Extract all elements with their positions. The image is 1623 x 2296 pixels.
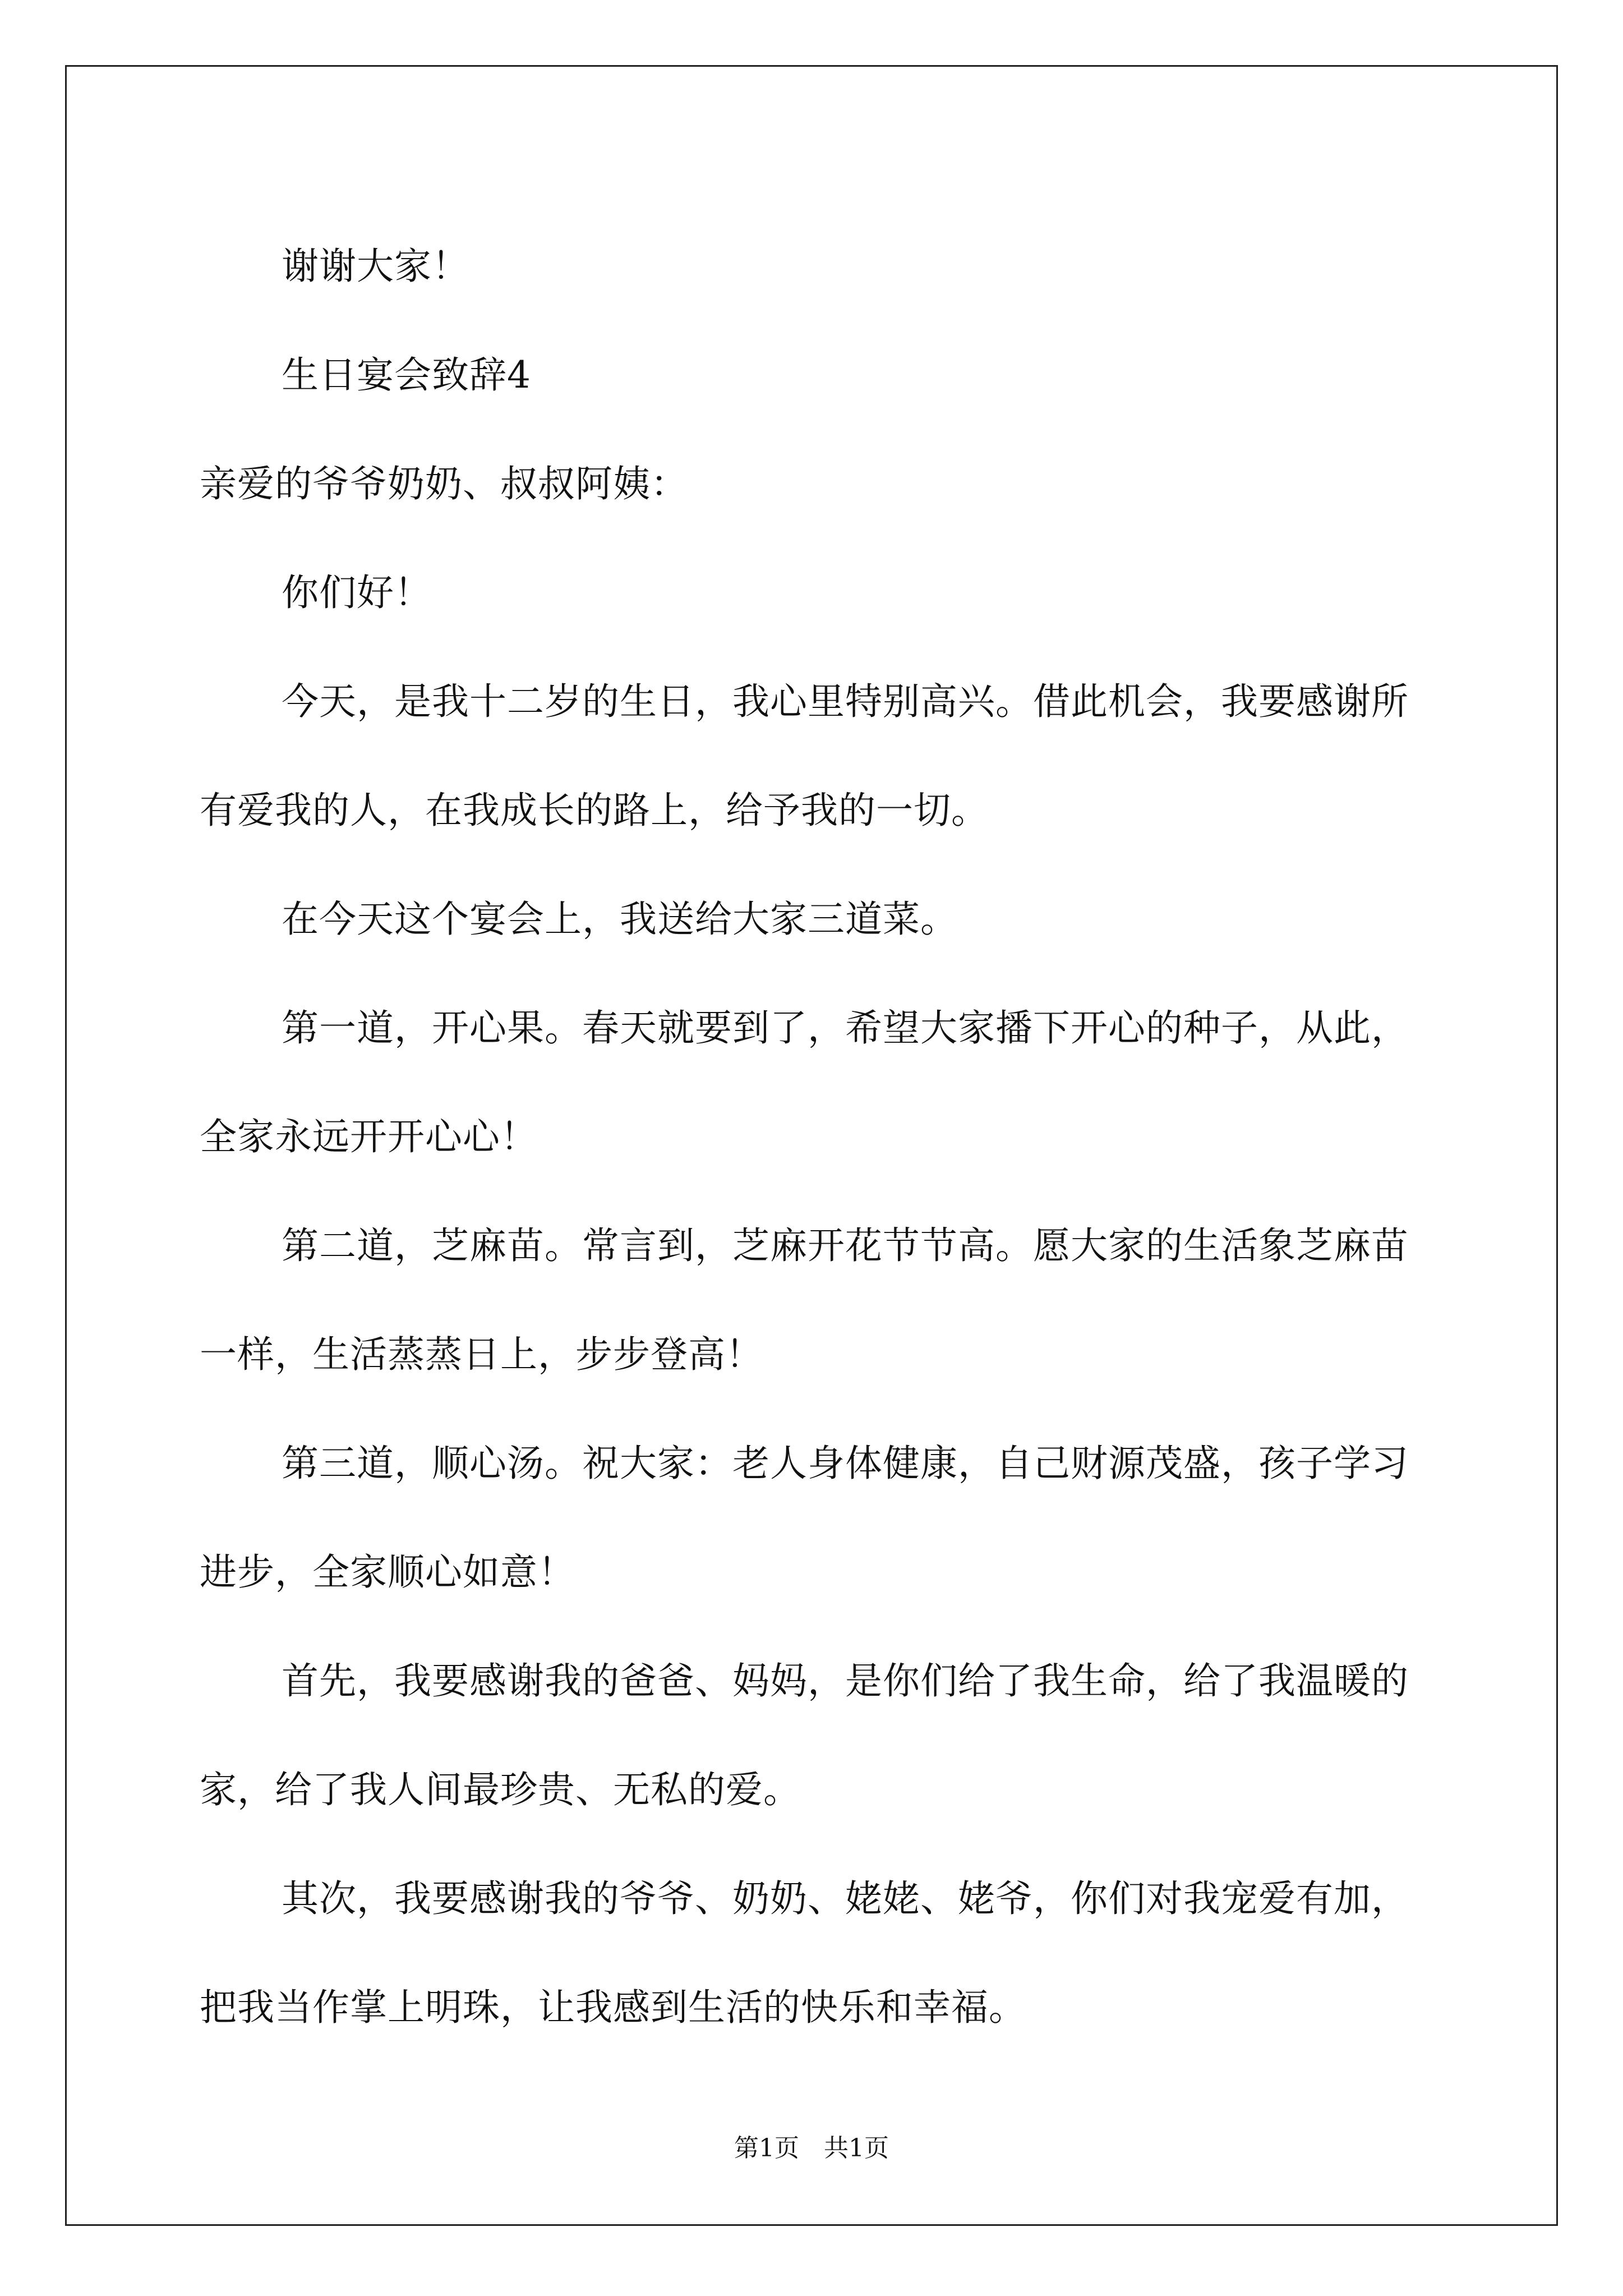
section-title: 生日宴会致辞4 (282, 353, 531, 397)
paragraph-thanks: 谢谢大家！ (282, 245, 469, 288)
salutation: 亲爱的爷爷奶奶、叔叔阿姨： (200, 462, 688, 505)
document-body (200, 212, 1428, 2062)
paragraph-dish-two: 第二道，芝麻苗。常言到，芝麻开花节节高。愿大家的生活象芝麻苗一样，生活蒸蒸日上，步步登高！ (200, 1224, 1409, 1376)
page-footer (0, 2132, 1623, 2165)
page-total: 共1页 (824, 2134, 889, 2162)
greeting: 你们好！ (282, 571, 432, 614)
paragraph-dish-three: 第三道，顺心汤。祝大家：老人身体健康，自己财源茂盛，孩子学习进步，全家顺心如意！ (200, 1442, 1409, 1594)
paragraph-thank-parents: 首先，我要感谢我的爸爸、妈妈，是你们给了我生命，给了我温暖的家，给了我人间最珍贵、无私的爱。 (200, 1659, 1409, 1811)
paragraph-thank-grandparents: 其次，我要感谢我的爷爷、奶奶、姥姥、姥爷，你们对我宠爱有加，把我当作掌上明珠，让我感到生活的快乐和幸福。 (200, 1877, 1409, 2029)
page-number: 第1页 (734, 2134, 799, 2162)
paragraph-dish-one: 第一道，开心果。春天就要到了，希望大家播下开心的种子，从此，全家永远开开心心！ (200, 1006, 1409, 1158)
paragraph-three-dishes: 在今天这个宴会上，我送给大家三道菜。 (282, 898, 958, 941)
paragraph-birthday: 今天，是我十二岁的生日，我心里特别高兴。借此机会，我要感谢所有爱我的人，在我成长的路上，给予我的一切。 (200, 680, 1409, 832)
